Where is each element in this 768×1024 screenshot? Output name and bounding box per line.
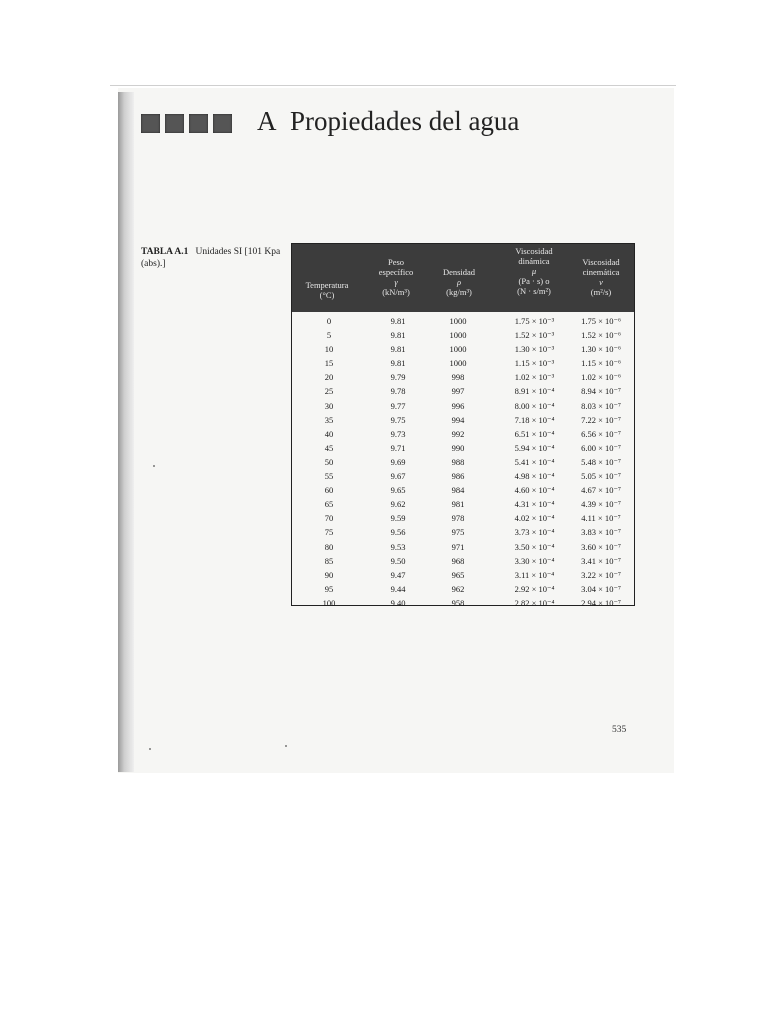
table-row xyxy=(292,386,634,400)
header-kinematic-viscosity-line1: Viscosidad xyxy=(582,257,620,267)
cell-density: 958 xyxy=(451,597,465,608)
table-row xyxy=(292,372,634,386)
cell-specific-weight: 9.50 xyxy=(390,555,406,566)
cell-dynamic-viscosity: 8.00 × 10⁻⁴ xyxy=(514,400,555,411)
table-caption xyxy=(141,246,286,270)
cell-density: 986 xyxy=(451,471,465,482)
cell-density: 981 xyxy=(451,499,465,510)
cell-specific-weight: 9.75 xyxy=(390,414,406,425)
cell-kinematic-viscosity: 3.60 × 10⁻⁷ xyxy=(581,541,621,552)
cell-dynamic-viscosity: 3.30 × 10⁻⁴ xyxy=(514,555,555,566)
header-dynamic-viscosity-symbol: μ xyxy=(531,266,537,276)
header-specific-weight-line2: específico xyxy=(378,267,414,277)
cell-specific-weight: 9.59 xyxy=(390,513,406,524)
cell-specific-weight: 9.77 xyxy=(390,400,406,411)
table-caption-text: Unidades SI [101 Kpa (abs).] xyxy=(141,247,281,269)
cell-kinematic-viscosity: 4.11 × 10⁻⁷ xyxy=(581,513,621,524)
scan-speck xyxy=(149,748,151,750)
header-specific-weight-symbol: γ xyxy=(394,277,398,287)
cell-specific-weight: 9.71 xyxy=(390,442,406,453)
cell-dynamic-viscosity: 4.98 × 10⁻⁴ xyxy=(514,471,555,482)
cell-kinematic-viscosity: 8.94 × 10⁻⁷ xyxy=(581,386,621,397)
table-row xyxy=(292,499,634,513)
cell-kinematic-viscosity: 5.48 × 10⁻⁷ xyxy=(581,456,621,467)
scan-speck xyxy=(153,465,155,467)
page-number: 535 xyxy=(612,725,627,735)
header-density-units: (kg/m³) xyxy=(446,287,472,297)
chapter-marker-square xyxy=(141,114,160,133)
chapter-title-text: Propiedades del agua xyxy=(290,106,520,136)
table-row xyxy=(292,570,634,584)
cell-dynamic-viscosity: 4.60 × 10⁻⁴ xyxy=(514,485,555,496)
cell-temperature: 20 xyxy=(324,372,334,383)
scan-speck xyxy=(285,745,287,747)
table-row xyxy=(292,344,634,358)
cell-temperature: 90 xyxy=(324,569,334,580)
cell-kinematic-viscosity: 3.41 × 10⁻⁷ xyxy=(581,555,621,566)
header-dynamic-viscosity-units2: (N · s/m²) xyxy=(517,286,551,296)
cell-specific-weight: 9.81 xyxy=(390,316,406,326)
page-binding-shadow xyxy=(118,92,134,772)
cell-density: 990 xyxy=(451,442,465,453)
cell-temperature: 25 xyxy=(324,386,334,397)
cell-specific-weight: 9.79 xyxy=(390,372,406,383)
cell-density: 978 xyxy=(451,513,465,524)
cell-dynamic-viscosity: 2.82 × 10⁻⁴ xyxy=(514,597,555,608)
cell-density: 1000 xyxy=(449,330,467,341)
cell-kinematic-viscosity: 1.02 × 10⁻⁶ xyxy=(581,372,621,383)
cell-density: 965 xyxy=(451,569,465,580)
cell-density: 1000 xyxy=(449,358,467,369)
cell-density: 971 xyxy=(451,541,465,552)
cell-dynamic-viscosity: 6.51 × 10⁻⁴ xyxy=(514,428,555,439)
cell-dynamic-viscosity: 4.31 × 10⁻⁴ xyxy=(514,499,555,510)
cell-dynamic-viscosity: 5.41 × 10⁻⁴ xyxy=(514,456,555,467)
header-kinematic-viscosity-units: (m²/s) xyxy=(590,287,612,297)
table-row xyxy=(292,401,634,415)
header-dynamic-viscosity-line2: dinámica xyxy=(518,256,550,266)
table-row xyxy=(292,598,634,612)
cell-kinematic-viscosity: 6.56 × 10⁻⁷ xyxy=(581,428,621,439)
cell-density: 997 xyxy=(451,386,465,397)
table-row xyxy=(292,513,634,527)
header-kinematic-viscosity-line2: cinemática xyxy=(582,267,620,277)
cell-temperature: 95 xyxy=(324,583,334,594)
cell-density: 1000 xyxy=(449,316,467,326)
cell-temperature: 10 xyxy=(324,344,334,355)
table-row xyxy=(292,542,634,556)
header-temperature-line2: (°C) xyxy=(319,290,335,300)
cell-dynamic-viscosity: 3.73 × 10⁻⁴ xyxy=(514,527,555,538)
cell-temperature: 45 xyxy=(324,442,334,453)
cell-specific-weight: 9.56 xyxy=(390,527,406,538)
table-row xyxy=(292,443,634,457)
cell-dynamic-viscosity: 4.02 × 10⁻⁴ xyxy=(514,513,555,524)
chapter-title xyxy=(257,106,519,137)
cell-dynamic-viscosity: 8.91 × 10⁻⁴ xyxy=(514,386,555,397)
cell-specific-weight: 9.81 xyxy=(390,330,406,341)
cell-dynamic-viscosity: 1.02 × 10⁻³ xyxy=(514,372,555,383)
scan-top-edge xyxy=(110,85,676,86)
cell-specific-weight: 9.81 xyxy=(390,358,406,369)
cell-temperature: 0 xyxy=(326,316,332,326)
chapter-marker-square xyxy=(165,114,184,133)
cell-specific-weight: 9.67 xyxy=(390,471,406,482)
cell-kinematic-viscosity: 6.00 × 10⁻⁷ xyxy=(581,442,621,453)
cell-kinematic-viscosity: 4.67 × 10⁻⁷ xyxy=(581,485,621,496)
water-properties-table xyxy=(291,243,635,606)
cell-temperature: 85 xyxy=(324,555,334,566)
chapter-marker xyxy=(141,114,232,133)
cell-kinematic-viscosity: 1.75 × 10⁻⁶ xyxy=(581,316,621,326)
table-row xyxy=(292,527,634,541)
cell-kinematic-viscosity: 8.03 × 10⁻⁷ xyxy=(581,400,621,411)
cell-dynamic-viscosity: 5.94 × 10⁻⁴ xyxy=(514,442,555,453)
cell-specific-weight: 9.81 xyxy=(390,344,406,355)
cell-temperature: 55 xyxy=(324,471,334,482)
cell-dynamic-viscosity: 1.30 × 10⁻³ xyxy=(514,344,555,355)
table-row xyxy=(292,330,634,344)
cell-dynamic-viscosity: 1.52 × 10⁻³ xyxy=(514,330,555,341)
cell-density: 962 xyxy=(451,583,465,594)
cell-density: 975 xyxy=(451,527,465,538)
cell-dynamic-viscosity: 1.75 × 10⁻³ xyxy=(514,316,555,326)
cell-temperature: 70 xyxy=(324,513,334,524)
cell-kinematic-viscosity: 1.52 × 10⁻⁶ xyxy=(581,330,621,341)
header-density-line1: Densidad xyxy=(442,267,476,277)
table-caption-label: TABLA A.1 xyxy=(141,247,189,257)
cell-kinematic-viscosity: 3.04 × 10⁻⁷ xyxy=(581,583,621,594)
cell-temperature: 50 xyxy=(324,456,334,467)
cell-kinematic-viscosity: 7.22 × 10⁻⁷ xyxy=(581,414,621,425)
table-header xyxy=(292,244,634,312)
cell-density: 988 xyxy=(451,456,465,467)
cell-kinematic-viscosity: 5.05 × 10⁻⁷ xyxy=(581,471,621,482)
cell-dynamic-viscosity: 3.50 × 10⁻⁴ xyxy=(514,541,555,552)
cell-temperature: 60 xyxy=(324,485,334,496)
table-row xyxy=(292,415,634,429)
header-density-symbol: ρ xyxy=(456,277,462,287)
cell-specific-weight: 9.47 xyxy=(390,569,406,580)
cell-kinematic-viscosity: 2.94 × 10⁻⁷ xyxy=(581,597,621,608)
cell-specific-weight: 9.44 xyxy=(390,583,406,594)
cell-temperature: 30 xyxy=(324,400,334,411)
header-specific-weight xyxy=(364,257,428,297)
table-body xyxy=(292,316,634,612)
cell-dynamic-viscosity: 7.18 × 10⁻⁴ xyxy=(514,414,555,425)
cell-specific-weight: 9.53 xyxy=(390,541,406,552)
header-dynamic-viscosity xyxy=(496,246,572,296)
cell-dynamic-viscosity: 2.92 × 10⁻⁴ xyxy=(514,583,555,594)
cell-kinematic-viscosity: 1.30 × 10⁻⁶ xyxy=(581,344,621,355)
table-row xyxy=(292,429,634,443)
table-row xyxy=(292,471,634,485)
header-density xyxy=(430,267,488,297)
cell-density: 1000 xyxy=(449,344,467,355)
header-dynamic-viscosity-units1: (Pa · s) o xyxy=(518,276,550,286)
header-temperature xyxy=(296,280,358,300)
cell-temperature: 75 xyxy=(324,527,334,538)
cell-temperature: 15 xyxy=(324,358,334,369)
header-specific-weight-units: (kN/m³) xyxy=(382,287,410,297)
table-row xyxy=(292,457,634,471)
table-row xyxy=(292,485,634,499)
cell-dynamic-viscosity: 3.11 × 10⁻⁴ xyxy=(514,569,555,580)
cell-temperature: 65 xyxy=(324,499,334,510)
cell-specific-weight: 9.62 xyxy=(390,499,406,510)
cell-density: 998 xyxy=(451,372,465,383)
cell-density: 996 xyxy=(451,400,465,411)
cell-specific-weight: 9.40 xyxy=(390,597,406,608)
header-dynamic-viscosity-line1: Viscosidad xyxy=(515,246,553,256)
cell-temperature: 35 xyxy=(324,414,334,425)
chapter-marker-square xyxy=(189,114,208,133)
cell-temperature: 5 xyxy=(326,330,332,341)
cell-specific-weight: 9.65 xyxy=(390,485,406,496)
cell-kinematic-viscosity: 4.39 × 10⁻⁷ xyxy=(581,499,621,510)
header-specific-weight-line1: Peso xyxy=(387,257,405,267)
cell-density: 994 xyxy=(451,414,465,425)
cell-specific-weight: 9.73 xyxy=(390,428,406,439)
cell-kinematic-viscosity: 3.83 × 10⁻⁷ xyxy=(581,527,621,538)
cell-density: 984 xyxy=(451,485,465,496)
cell-density: 968 xyxy=(451,555,465,566)
cell-density: 992 xyxy=(451,428,465,439)
chapter-letter: A xyxy=(257,106,277,136)
table-row xyxy=(292,316,634,330)
cell-specific-weight: 9.69 xyxy=(390,456,406,467)
header-temperature-line1: Temperatura xyxy=(305,280,349,290)
table-row xyxy=(292,584,634,598)
table-row xyxy=(292,358,634,372)
table-row xyxy=(292,556,634,570)
chapter-marker-square xyxy=(213,114,232,133)
header-kinematic-viscosity-symbol: ν xyxy=(599,277,603,287)
cell-dynamic-viscosity: 1.15 × 10⁻³ xyxy=(514,358,555,369)
cell-temperature: 80 xyxy=(324,541,334,552)
cell-kinematic-viscosity: 1.15 × 10⁻⁶ xyxy=(581,358,621,369)
cell-temperature: 40 xyxy=(324,428,334,439)
cell-kinematic-viscosity: 3.22 × 10⁻⁷ xyxy=(581,569,621,580)
cell-specific-weight: 9.78 xyxy=(390,386,406,397)
cell-temperature: 100 xyxy=(322,597,336,608)
header-kinematic-viscosity xyxy=(568,257,634,297)
